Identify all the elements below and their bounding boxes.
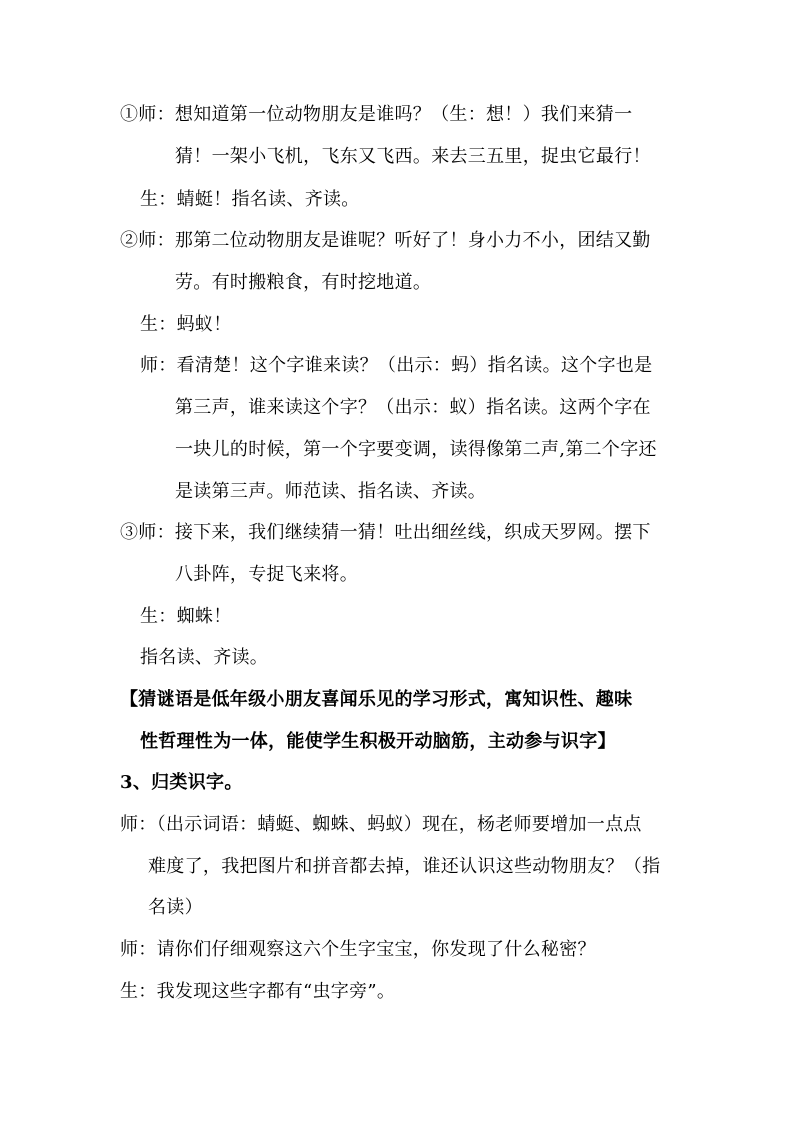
- text-line-18: 师：（出示词语：蜻蜓、蜘蛛、蚂蚁）现在，杨老师要增加一点点: [120, 814, 642, 835]
- text-line-7: 师：看清楚！这个字谁来读？（出示：蚂）指名读。这个字也是: [140, 355, 653, 376]
- text-line-10: 是读第三声。师范读、指名读、齐读。: [175, 481, 487, 502]
- text-line-3: 生：蜻蜓！指名读、齐读。: [140, 189, 360, 210]
- text-line-14: 指名读、齐读。: [140, 647, 269, 668]
- text-line-2: 猜！一架小飞机，飞东又飞西。来去三五里，捉虫它最行！: [175, 146, 651, 167]
- text-line-11: ③师：接下来，我们继续猜一猜！吐出细丝线，织成天罗网。摆下: [120, 522, 651, 543]
- text-line-12: 八卦阵，专捉飞来将。: [175, 564, 358, 585]
- text-line-1: ①师：想知道第一位动物朋友是谁吗？（生：想！）我们来猜一: [120, 104, 633, 125]
- section-heading: 3、归类识字。: [120, 772, 243, 793]
- text-line-19: 难度了，我把图片和拼音都去掉，谁还认识这些动物朋友？（指: [148, 856, 661, 877]
- text-line-9: 一块儿的时候，第一个字要变调，读得像第二声,第二个字还: [175, 439, 657, 460]
- text-line-5: 劳。有时搬粮食，有时挖地道。: [175, 272, 432, 293]
- annotation-line-2: 性哲理性为一体，能使学生积极开动脑筋，主动参与识字】: [140, 731, 616, 752]
- text-line-21: 师：请你们仔细观察这六个生字宝宝，你发现了什么秘密？: [120, 939, 596, 960]
- text-line-6: 生：蚂蚁！: [140, 314, 232, 335]
- annotation-line-1: 【猜谜语是低年级小朋友喜闻乐见的学习形式，寓知识性、趣味: [120, 689, 633, 710]
- text-line-13: 生：蜘蛛！: [140, 606, 232, 627]
- text-line-4: ②师：那第二位动物朋友是谁呢？听好了！身小力不小，团结又勤: [120, 230, 651, 251]
- text-line-22: 生：我发现这些字都有“虫字旁”。: [120, 981, 396, 1002]
- text-line-20: 名读）: [148, 897, 203, 918]
- text-line-8: 第三声，谁来读这个字？（出示：蚁）指名读。这两个字在: [175, 397, 651, 418]
